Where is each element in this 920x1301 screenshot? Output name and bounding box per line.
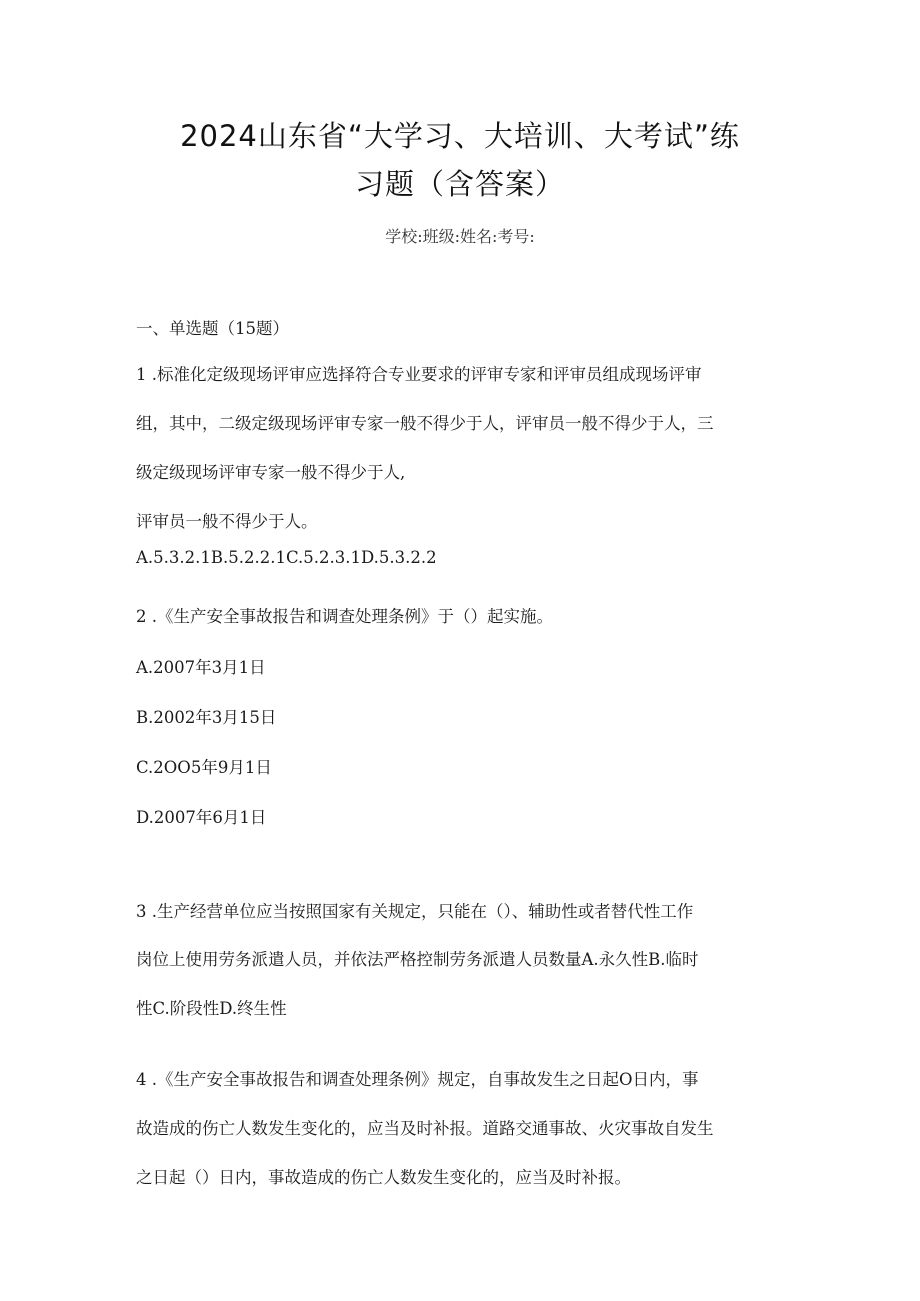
question-2-option-c: C.2OO5年9月1日 bbox=[136, 758, 272, 777]
question-4-line-1: 4 .《生产安全事故报告和调查处理条例》规定，自事故发生之日起O日内，事 bbox=[136, 1070, 699, 1089]
document-title-line-2: 习题（含答案） bbox=[354, 167, 565, 201]
question-1-options: A.5.3.2.1B.5.2.2.1C.5.2.3.1D.5.3.2.2 bbox=[136, 548, 437, 567]
question-4-line-3: 之日起（）日内，事故造成的伤亡人数发生变化的，应当及时补报。 bbox=[136, 1168, 631, 1187]
question-4-line-2: 故造成的伤亡人数发生变化的，应当及时补报。道路交通事故、火灾事故自发生 bbox=[136, 1119, 714, 1138]
question-1-line-4: 评审员一般不得少于人。 bbox=[136, 512, 318, 531]
section-heading: 一、单选题（15题） bbox=[136, 319, 289, 338]
question-1-line-2: 组，其中，二级定级现场评审专家一般不得少于人，评审员一般不得少于人，三 bbox=[136, 414, 714, 433]
question-2-option-a: A.2007年3月1日 bbox=[136, 658, 266, 677]
question-2-option-b: B.2002年3月15日 bbox=[136, 708, 277, 727]
question-3-line-1: 3 .生产经营单位应当按照国家有关规定，只能在（）、辅助性或者替代性工作 bbox=[136, 902, 694, 921]
student-info-line: 学校:班级:姓名:考号: bbox=[385, 227, 535, 246]
document-title-line-1: 2024山东省“大学习、大培训、大考试”练 bbox=[180, 119, 740, 153]
question-1-line-1: 1 .标准化定级现场评审应选择符合专业要求的评审专家和评审员组成现场评审 bbox=[136, 365, 702, 384]
question-1-line-3: 级定级现场评审专家一般不得少于人, bbox=[136, 463, 406, 482]
question-3-line-3: 性C.阶段性D.终生性 bbox=[136, 999, 287, 1018]
question-3-line-2: 岗位上使用劳务派遣人员，并依法严格控制劳务派遣人员数量A.永久性B.临时 bbox=[136, 950, 699, 969]
question-2-option-d: D.2007年6月1日 bbox=[136, 808, 267, 827]
question-2-stem: 2 .《生产安全事故报告和调查处理条例》于（）起实施。 bbox=[136, 607, 553, 626]
